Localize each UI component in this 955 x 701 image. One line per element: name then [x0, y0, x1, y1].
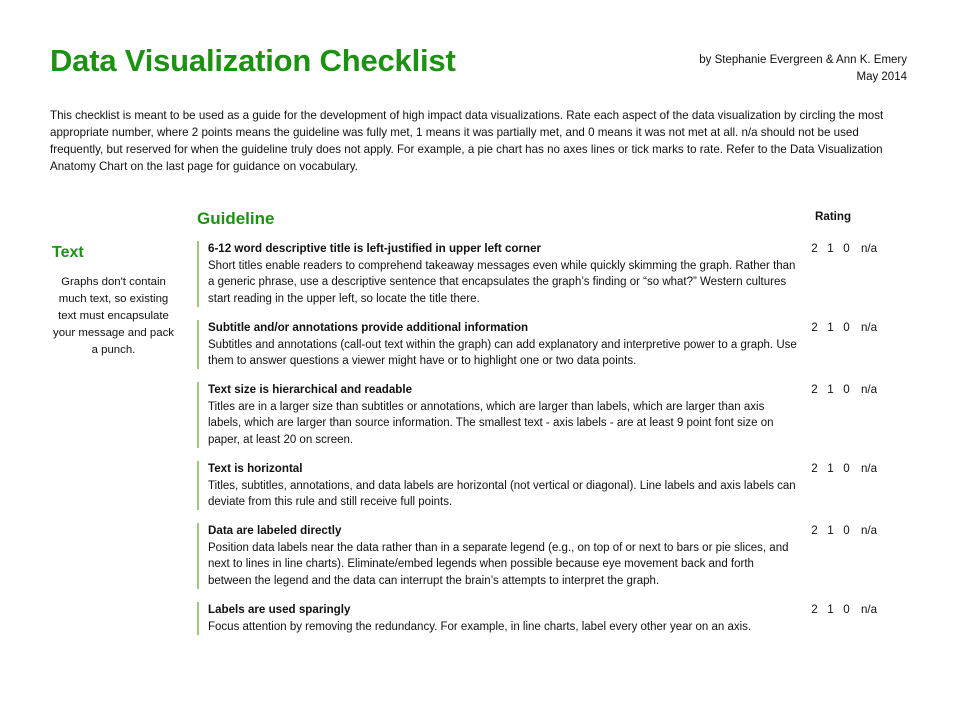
rating-group — [811, 602, 907, 616]
rating-option-2[interactable]: 2 — [811, 524, 818, 538]
rating-option-na[interactable]: n/a — [860, 602, 878, 616]
rating-option-na[interactable]: n/a — [860, 383, 878, 397]
rating-option-0[interactable]: 0 — [843, 383, 850, 397]
byline — [699, 44, 907, 85]
rating-option-0[interactable]: 0 — [843, 242, 850, 256]
guideline-row — [197, 241, 907, 307]
rating-option-na[interactable]: n/a — [860, 321, 878, 335]
rating-option-1[interactable]: 1 — [827, 462, 834, 476]
rating-option-na[interactable]: n/a — [860, 242, 878, 256]
guideline-description: Titles are in a larger size than subtitles or annotations, which are larger than labels, which are larger than axis labels, which are larger than source information. The smallest text - axis labels - are at least 9 point font size on paper, at least 20 on screen. — [208, 401, 774, 446]
guideline-title: Text is horizontal — [208, 462, 303, 476]
rating-option-2[interactable]: 2 — [811, 462, 818, 476]
guideline-text — [208, 241, 811, 307]
guideline-text — [208, 602, 811, 635]
guideline-description: Position data labels near the data rather than in a separate legend (e.g., on top of or next to bars or pie slices, and next to lines in line charts). Eliminate/embed legends when possible because eye movement back and forth between the legend and the data can interrupt the brain’s attempts to interpret the graph. — [208, 541, 789, 587]
rating-option-2[interactable]: 2 — [811, 242, 818, 256]
guideline-row — [197, 382, 907, 448]
guideline-list — [197, 241, 955, 647]
section-title: Text — [52, 244, 84, 262]
rating-option-na[interactable]: n/a — [860, 524, 878, 538]
guideline-text — [208, 461, 811, 510]
guideline-title: Subtitle and/or annotations provide additional information — [208, 321, 529, 335]
guideline-title: Text size is hierarchical and readable — [208, 383, 413, 397]
guideline-text — [208, 382, 811, 448]
rating-group — [811, 523, 907, 537]
rating-option-0[interactable]: 0 — [843, 524, 850, 538]
rating-option-0[interactable]: 0 — [843, 602, 850, 616]
intro-paragraph: This checklist is meant to be used as a guide for the development of high impact data visualizations. Rate each aspect of the data visualization by circling the most appropriate number, where 2 points means the guideline was fully met, 1 means it was partially met, and 0 means it was not met at all. n/a should not be used frequently, but reserved for when the guideline truly does not apply. For example, a pie chart has no axes lines or tick marks to rate. Refer to the Data Visualization Anatomy Chart on the last page for guidance on vocabulary. — [50, 109, 884, 174]
rating-option-na[interactable]: n/a — [860, 462, 878, 476]
rating-option-1[interactable]: 1 — [827, 321, 834, 335]
column-header-rating: Rating — [815, 210, 852, 224]
guideline-title: Labels are used sparingly — [208, 602, 351, 616]
guideline-row — [197, 461, 907, 510]
section-text — [0, 241, 197, 358]
checklist-body — [0, 241, 955, 647]
byline-authors: by Stephanie Evergreen & Ann K. Emery — [699, 54, 907, 66]
rating-option-0[interactable]: 0 — [843, 321, 850, 335]
guideline-row — [197, 602, 907, 635]
rating-option-1[interactable]: 1 — [827, 383, 834, 397]
rating-option-1[interactable]: 1 — [827, 602, 834, 616]
rating-group — [811, 382, 907, 396]
guideline-text — [208, 523, 811, 589]
guideline-description: Subtitles and annotations (call-out text within the graph) can add explanatory and interpretive power to a graph. Use them to answer questions a viewer might have or to highlight one or two data points. — [208, 338, 797, 368]
column-header-guideline: Guideline — [197, 209, 275, 229]
guideline-row — [197, 320, 907, 369]
guideline-title: Data are labeled directly — [208, 524, 342, 538]
guideline-text — [208, 320, 811, 369]
rating-option-1[interactable]: 1 — [827, 524, 834, 538]
byline-date: May 2014 — [856, 70, 907, 83]
rating-group — [811, 461, 907, 475]
guideline-row — [197, 523, 907, 589]
rating-option-1[interactable]: 1 — [827, 242, 834, 256]
page-header — [0, 0, 955, 85]
column-headers — [0, 209, 955, 235]
guideline-description: Short titles enable readers to comprehend takeaway messages even while quickly skimming the graph. Rather than a generic phrase, use a descriptive sentence that encapsulates the graph’s finding or “so what?” Western cultures start reading in the upper left, so locate the title there. — [208, 260, 796, 305]
rating-option-2[interactable]: 2 — [811, 321, 818, 335]
rating-option-0[interactable]: 0 — [843, 462, 850, 476]
rating-group — [811, 241, 907, 255]
rating-group — [811, 320, 907, 334]
guideline-title: 6-12 word descriptive title is left-justified in upper left corner — [208, 242, 542, 256]
rating-option-2[interactable]: 2 — [811, 383, 818, 397]
page-title: Data Visualization Checklist — [50, 43, 456, 78]
guideline-description: Titles, subtitles, annotations, and data labels are horizontal (not vertical or diagonal). Line labels and axis labels can deviate from this rule and still receive full points. — [208, 479, 796, 508]
guideline-description: Focus attention by removing the redundancy. For example, in line charts, label every other year on an axis. — [208, 620, 752, 633]
section-description: Graphs don't contain much text, so existing text must encapsulate your message and pack a punch. — [53, 276, 174, 356]
rating-option-2[interactable]: 2 — [811, 602, 818, 616]
